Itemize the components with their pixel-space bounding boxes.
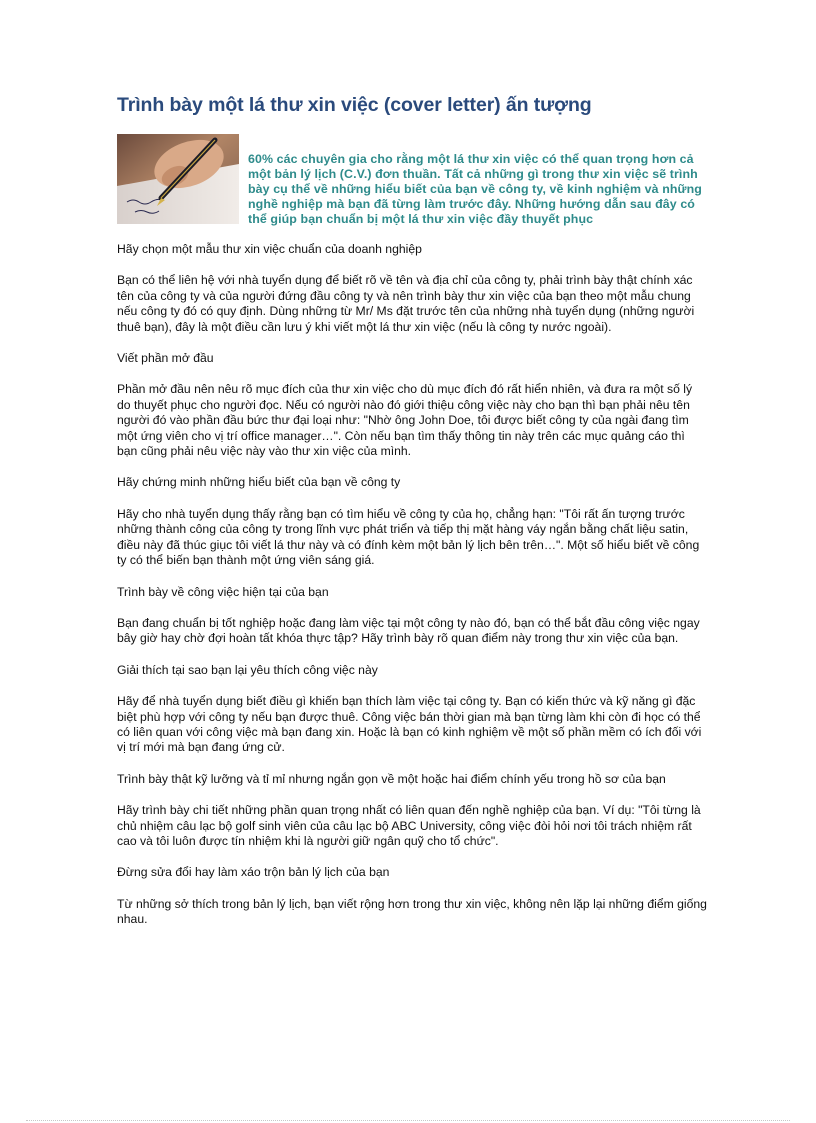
section-heading: Đừng sửa đổi hay làm xáo trộn bản lý lịch của bạn (117, 865, 390, 880)
page-bottom-divider (26, 1120, 790, 1121)
section-paragraph: Từ những sở thích trong bản lý lịch, bạn viết rộng hơn trong thư xin việc, không nên lặp lại những điểm giống nhau. (117, 896, 707, 927)
document-page (117, 92, 707, 928)
intro-block (117, 134, 707, 242)
section-paragraph: Hãy cho nhà tuyển dụng thấy rằng bạn có tìm hiểu về công ty của họ, chẳng hạn: "Tôi rất ấn tượng trước những thành công của công ty trong lĩnh vực phát triển và tiếp thị mặt hàng váy ngắn bằng chất liệu satin, điều này đã thúc giục tôi viết lá thư này và có đính kèm một bản lý lịch bên trên…". Một số hiểu biết về công ty có thể biến bạn thành một ứng viên sáng giá. (117, 506, 700, 568)
section-paragraph: Bạn đang chuẩn bị tốt nghiệp hoặc đang làm việc tại một công ty nào đó, bạn có thể bắt đầu công việc ngay bây giờ hay chờ đợi hoàn tất khóa thực tập? Hãy trình bày rõ quan điểm này trong thư xin việc của bạn. (117, 615, 700, 646)
article-body (117, 242, 707, 928)
section-heading: Hãy chọn một mẫu thư xin việc chuẩn của doanh nghiệp (117, 242, 422, 256)
section-heading: Giải thích tại sao bạn lại yêu thích công việc này (117, 662, 378, 677)
section-paragraph: Hãy trình bày chi tiết những phần quan trọng nhất có liên quan đến nghề nghiệp của bạn. Ví dụ: "Tôi từng là chủ nhiệm câu lạc bộ golf sinh viên của câu lạc bộ ABC University, công việc đòi hỏi nơi tôi trách nhiệm rất cao và tôi luôn được tín nhiệm khi là người giữ ngân quỹ cho tổ chức". (117, 803, 701, 848)
section-heading: Viết phần mở đầu (117, 351, 214, 366)
section-heading: Trình bày thật kỹ lưỡng và tỉ mỉ nhưng ngắn gọn về một hoặc hai điểm chính yếu trong hồ sơ của bạn (117, 771, 666, 786)
section-paragraph: Bạn có thể liên hệ với nhà tuyển dụng để biết rõ về tên và địa chỉ của công ty, phải trình bày thật chính xác tên của công ty và của người đứng đầu công ty và nên trình bày thư xin việc của bạn theo một mẫu chung nếu công ty đó có quy định. Dùng những từ Mr/ Ms đặt trước tên của những nhà tuyển dụng (những người thuê bạn), đây là một điều cần lưu ý khi viết một lá thư xin việc (nếu là công ty nước ngoài). (117, 273, 695, 334)
section-heading: Hãy chứng minh những hiểu biết của bạn về công ty (117, 475, 401, 490)
hand-writing-photo (117, 134, 239, 224)
section-paragraph: Phần mở đầu nên nêu rõ mục đích của thư xin việc cho dù mục đích đó rất hiển nhiên, và đưa ra một số lý do thuyết phục cho người đọc. Nếu có người nào đó giới thiệu công việc này cho bạn thì bạn phải nêu tên người đó vào phần đầu bức thư đại loại như: "Nhờ ông John Doe, tôi được biết công ty của ngài đang tìm một ứng viên cho vị trí office manager…". Còn nếu bạn tìm thấy thông tin này trên các mục quảng cáo thì bạn cũng phải nêu việc này vào thư xin việc của mình. (117, 382, 693, 459)
section-heading: Trình bày về công việc hiện tại của bạn (117, 584, 329, 599)
section-paragraph: Hãy để nhà tuyển dụng biết điều gì khiến bạn thích làm việc tại công ty. Bạn có kiến thức và kỹ năng gì đặc biệt phù hợp với công ty nếu bạn được thuê. Công việc bán thời gian mà bạn từng làm khi còn đi học có thể có liên quan với công việc mà bạn đang xin. Hoặc là bạn có kinh nghiệm về một số phần mềm có ích đối với vị trí mới mà bạn đang ứng cử. (117, 694, 702, 755)
page-title: Trình bày một lá thư xin việc (cover letter) ấn tượng (117, 94, 592, 116)
intro-summary: 60% các chuyên gia cho rằng một lá thư xin việc có thể quan trọng hơn cả một bản lý lịch (C.V.) đơn thuần. Tất cả những gì trong thư xin việc sẽ trình bày cụ thể về những hiểu biết của bạn về công ty, về kinh nghiệm và những nghề nghiệp mà bạn đã từng làm trước đây. Những hướng dẫn sau đây có thể giúp bạn chuẩn bị một lá thư xin việc đầy thuyết phục (248, 152, 702, 227)
